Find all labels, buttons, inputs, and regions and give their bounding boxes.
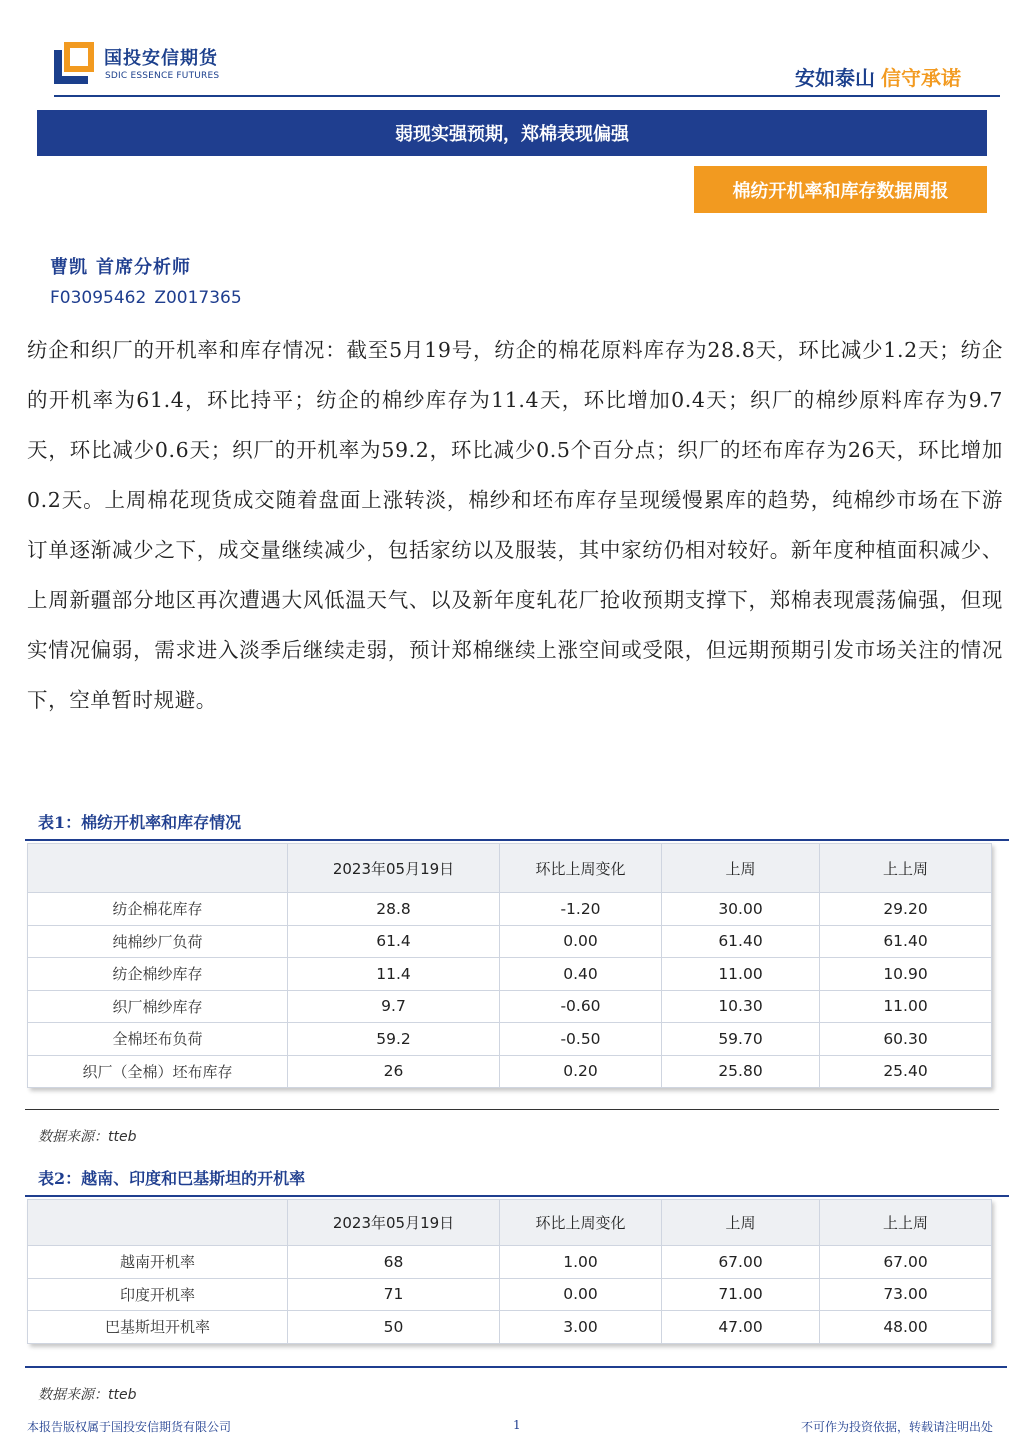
table-cell: 0.20	[500, 1055, 662, 1088]
table-cell: 71.00	[662, 1278, 820, 1311]
table1-top-rule	[25, 839, 1009, 841]
table1-caption: 表1：棉纺开机率和库存情况	[38, 813, 242, 832]
table-cell: 61.40	[662, 925, 820, 958]
table-cell: 61.4	[288, 925, 500, 958]
table-row	[28, 1311, 992, 1344]
table-header-cell: 2023年05月19日	[288, 844, 500, 893]
table-cell: 60.30	[820, 1023, 992, 1056]
footer-copyright: 本报告版权属于国投安信期货有限公司	[27, 1420, 232, 1434]
table-header-cell: 环比上周变化	[500, 844, 662, 893]
table2-caption: 表2：越南、印度和巴基斯坦的开机率	[38, 1169, 306, 1188]
license-number-2: Z0017365	[154, 288, 242, 308]
table-header-cell: 上上周	[820, 1200, 992, 1246]
table-header-row	[28, 844, 992, 893]
table-cell: 0.40	[500, 958, 662, 991]
report-title: 弱现实强预期，郑棉表现偏强	[37, 110, 987, 156]
row-label: 越南开机率	[28, 1246, 288, 1279]
table-row	[28, 1278, 992, 1311]
analyst-license	[50, 288, 242, 308]
table-cell: 1.00	[500, 1246, 662, 1279]
footer-disclaimer: 不可作为投资依据，转载请注明出处	[800, 1420, 993, 1434]
header-divider	[54, 95, 1000, 97]
report-category-tag: 棉纺开机率和库存数据周报	[694, 166, 987, 213]
table-cell: 67.00	[662, 1246, 820, 1279]
row-label: 织厂（全棉）坯布库存	[28, 1055, 288, 1088]
table-cell: 47.00	[662, 1311, 820, 1344]
analyst-role: 首席分析师	[96, 257, 191, 278]
table2	[27, 1199, 991, 1344]
table-cell: 9.7	[288, 990, 500, 1023]
table-cell: 0.00	[500, 925, 662, 958]
row-label: 纯棉纱厂负荷	[28, 925, 288, 958]
company-logo	[54, 42, 254, 88]
table-row	[28, 1246, 992, 1279]
table1	[27, 843, 991, 1088]
table-row	[28, 893, 992, 926]
table-row	[28, 958, 992, 991]
table-cell: 10.30	[662, 990, 820, 1023]
table-header-cell: 上上周	[820, 844, 992, 893]
table-cell: 25.40	[820, 1055, 992, 1088]
table-row	[28, 990, 992, 1023]
table-cell: -1.20	[500, 893, 662, 926]
table1-bottom-rule	[25, 1109, 999, 1110]
row-label: 全棉坯布负荷	[28, 1023, 288, 1056]
table-cell: 61.40	[820, 925, 992, 958]
table-cell: 11.4	[288, 958, 500, 991]
row-label: 印度开机率	[28, 1278, 288, 1311]
row-label: 织厂棉纱库存	[28, 990, 288, 1023]
table-row	[28, 1055, 992, 1088]
table-row	[28, 1023, 992, 1056]
logo-company-name-en: SDIC ESSENCE FUTURES	[105, 71, 220, 81]
table2-bottom-rule	[25, 1366, 1007, 1368]
table-cell: 29.20	[820, 893, 992, 926]
table-cell: 26	[288, 1055, 500, 1088]
table-cell: 10.90	[820, 958, 992, 991]
row-label: 纺企棉花库存	[28, 893, 288, 926]
table-header-cell: 上周	[662, 1200, 820, 1246]
analyst-name: 曹凯	[50, 257, 88, 278]
table-cell: -0.50	[500, 1023, 662, 1056]
table-header-row	[28, 1200, 992, 1246]
table-cell: 11.00	[662, 958, 820, 991]
table-header-cell	[28, 1200, 288, 1246]
table-cell: 59.2	[288, 1023, 500, 1056]
table-cell: 68	[288, 1246, 500, 1279]
analyst-info	[50, 253, 191, 279]
table-header-cell	[28, 844, 288, 893]
table-cell: 3.00	[500, 1311, 662, 1344]
table-cell: 11.00	[820, 990, 992, 1023]
table-row	[28, 925, 992, 958]
table-cell: 28.8	[288, 893, 500, 926]
table-cell: 0.00	[500, 1278, 662, 1311]
footer-page-number: 1	[513, 1418, 521, 1432]
slogan-part-2: 信守承诺	[881, 66, 961, 90]
table-cell: 67.00	[820, 1246, 992, 1279]
table-cell: 59.70	[662, 1023, 820, 1056]
table-cell: 25.80	[662, 1055, 820, 1088]
table-cell: 71	[288, 1278, 500, 1311]
table2-source: 数据来源：tteb	[38, 1387, 137, 1403]
table1-source: 数据来源：tteb	[38, 1129, 137, 1145]
table-cell: 50	[288, 1311, 500, 1344]
table-cell: 73.00	[820, 1278, 992, 1311]
slogan-part-1: 安如泰山	[795, 66, 875, 90]
logo-mark-icon	[54, 42, 94, 84]
row-label: 巴基斯坦开机率	[28, 1311, 288, 1344]
license-number-1: F03095462	[50, 288, 147, 308]
table2-top-rule	[25, 1195, 1009, 1197]
table-cell: -0.60	[500, 990, 662, 1023]
report-body-paragraph: 纺企和织厂的开机率和库存情况：截至5月19号，纺企的棉花原料库存为28.8天，环比减少1.2天；纺企的开机率为61.4，环比持平；纺企的棉纱库存为11.4天，环比增加0.4天；织厂的棉纱原料库存为9.7天，环比减少0.6天；织厂的开机率为59.2，环比减少0.5个百分点；织厂的坯布库存为26天，环比增加0.2天。上周棉花现货成交随着盘面上涨转淡，棉纱和坯布库存呈现缓慢累库的趋势，纯棉纱市场在下游订单逐渐减少之下，成交量继续减少，包括家纺以及服装，其中家纺仍相对较好。新年度种植面积减少、上周新疆部分地区再次遭遇大风低温天气、以及新年度轧花厂抢收预期支撑下，郑棉表现震荡偏强，但现实情况偏弱，需求进入淡季后继续走弱，预计郑棉继续上涨空间或受限，但远期预期引发市场关注的情况下，空单暂时规避。	[27, 338, 1003, 712]
table-cell: 48.00	[820, 1311, 992, 1344]
table-header-cell: 2023年05月19日	[288, 1200, 500, 1246]
logo-company-name: 国投安信期货	[104, 48, 218, 69]
header-slogan	[795, 62, 961, 91]
row-label: 纺企棉纱库存	[28, 958, 288, 991]
table-cell: 30.00	[662, 893, 820, 926]
table-header-cell: 环比上周变化	[500, 1200, 662, 1246]
table-header-cell: 上周	[662, 844, 820, 893]
